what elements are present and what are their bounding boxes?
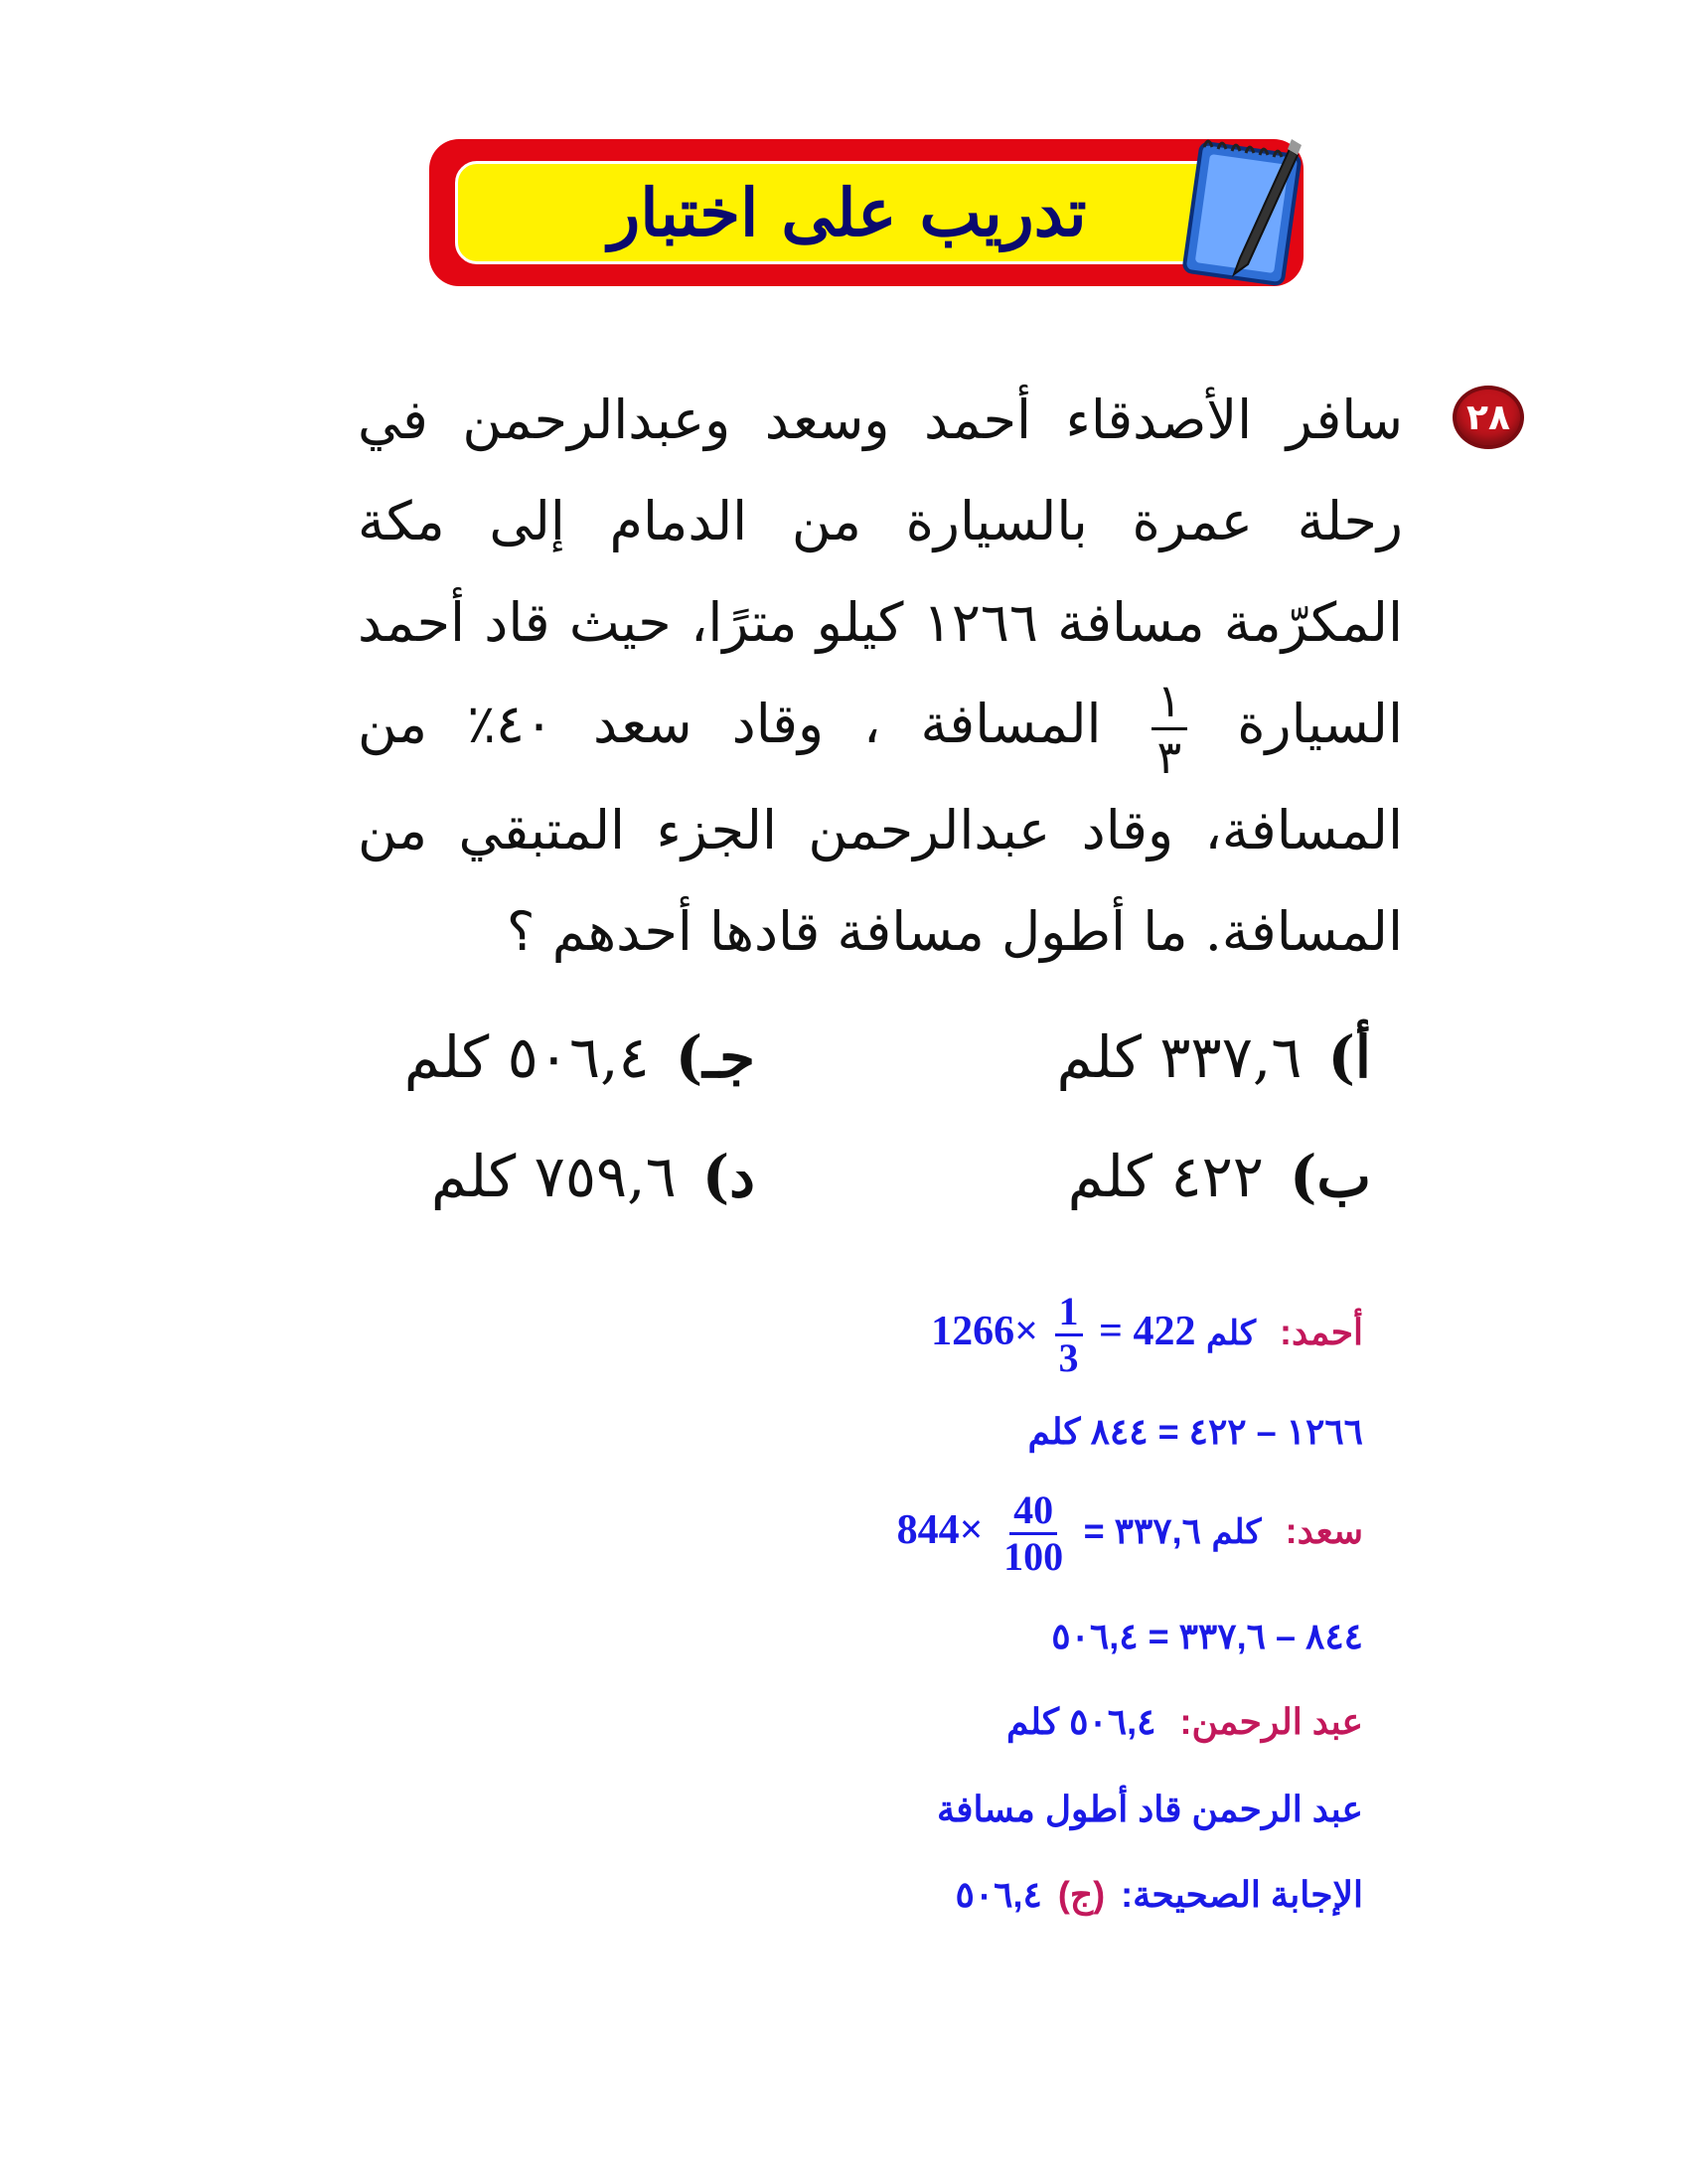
problem-fraction	[1152, 673, 1188, 784]
solution-line2: ١٢٦٦ – ٤٢٢ = ٨٤٤ كلم	[1027, 1411, 1363, 1452]
choice-d-value: ٧٥٩,٦ كلم	[430, 1143, 677, 1210]
solution-abdulrahman	[1006, 1701, 1363, 1743]
problem-statement	[358, 370, 1403, 983]
saad-label: سعد:	[1285, 1510, 1363, 1552]
abd-label: عبد الرحمن:	[1179, 1701, 1363, 1742]
solution-ahmad	[931, 1289, 1363, 1380]
solution-line4: ٨٤٤ – ٣٣٧,٦ = ٥٠٦,٤	[1051, 1616, 1363, 1656]
choice-b-value: ٤٢٢ كلم	[1067, 1143, 1264, 1210]
choice-a-letter: أ)	[1327, 1023, 1371, 1091]
ahmad-label: أحمد:	[1280, 1312, 1363, 1353]
choice-d	[431, 1143, 755, 1210]
choice-b-letter: ب)	[1289, 1143, 1371, 1210]
ahmad-fraction	[1055, 1289, 1083, 1380]
ahmad-fraction-den: 3	[1058, 1335, 1079, 1380]
saad-result: ٣٣٧,٦ =	[1083, 1510, 1201, 1552]
saad-unit: كلم	[1211, 1513, 1262, 1552]
answer-label: الإجابة الصحيحة:	[1121, 1874, 1363, 1915]
choice-c	[404, 1023, 755, 1091]
title-banner-panel	[455, 161, 1240, 264]
problem-text-part1: سافر الأصدقاء أحمد وسعد وعبدالرحمن في رحلة عمرة بالسيارة من الدمام إلى مكة المكرّمة مسافة ١٢٦٦ كيلو مترًا، حيث قاد أحمد السيارة	[358, 389, 1404, 755]
choice-d-letter: د)	[701, 1143, 755, 1210]
saad-fraction-num: 40	[1009, 1490, 1057, 1535]
saad-equation	[896, 1487, 1262, 1579]
ahmad-multiplier: ×1266	[931, 1309, 1039, 1355]
fraction-numerator: ١	[1152, 678, 1188, 730]
ahmad-unit: كلم	[1205, 1315, 1257, 1353]
abd-value: ٥٠٦,٤ كلم	[1006, 1701, 1156, 1742]
ahmad-equation	[931, 1289, 1257, 1380]
solution-answer	[955, 1874, 1363, 1916]
answer-choice: (ج)	[1057, 1874, 1106, 1915]
answer-value: ٥٠٦,٤	[955, 1874, 1042, 1915]
choice-b	[1068, 1143, 1371, 1210]
problem-text-part2: المسافة ، وقاد سعد ٤٠٪ من المسافة، وقاد عبدالرحمن الجزء المتبقي من المسافة. ما أطول مسافة قادها أحدهم ؟	[358, 693, 1403, 963]
banner-title: تدريب على اختبار	[608, 174, 1087, 251]
choice-a	[1057, 1023, 1371, 1091]
choice-c-value: ٥٠٦,٤ كلم	[403, 1023, 650, 1091]
saad-multiplier: ×844	[896, 1507, 984, 1554]
choice-c-letter: جـ)	[675, 1023, 755, 1091]
saad-fraction	[999, 1487, 1067, 1579]
saad-fraction-den: 100	[1003, 1534, 1064, 1579]
ahmad-result: 422 =	[1099, 1309, 1196, 1355]
question-number-badge: ٢٨	[1453, 386, 1524, 449]
solution-conclusion: عبد الرحمن قاد أطول مسافة	[936, 1789, 1363, 1829]
notebook-pen-icon	[1170, 119, 1309, 293]
choice-a-value: ٣٣٧,٦ كلم	[1056, 1023, 1303, 1091]
fraction-denominator: ٣	[1156, 729, 1182, 784]
solution-saad	[896, 1487, 1363, 1579]
ahmad-fraction-num: 1	[1055, 1292, 1083, 1336]
